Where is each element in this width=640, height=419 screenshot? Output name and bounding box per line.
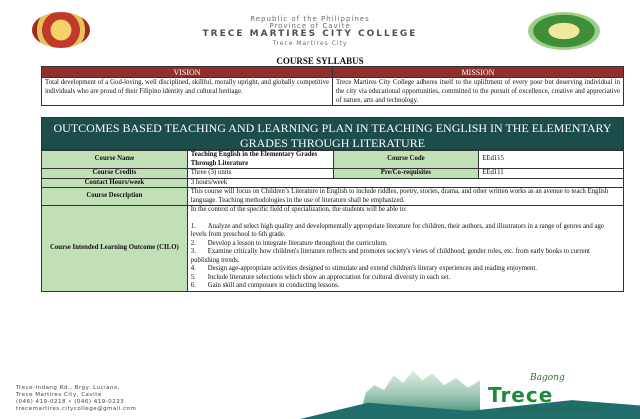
header-province: Province of Cavite: [269, 22, 351, 30]
course-description-value: This course will focus on Children’s Literature in English to include riddles, poetry, stories, drama, and other written works as an avenue to teach English language. Teaching methodologies in the use of literature shall be emphasized.: [187, 188, 623, 206]
course-description-label: Course Description: [42, 188, 188, 206]
cilo-item: 4. Design age-appropriate activities designed to stimulate and extend children's literary experiences and reading enjoyment.: [190, 265, 537, 272]
course-details-table: [41, 150, 624, 292]
contact-hours-label: Contact Hours/week: [42, 178, 188, 188]
course-credits-label: Course Credits: [42, 169, 188, 179]
cilo-content: [187, 206, 623, 292]
page-title: COURSE SYLLABUS: [276, 56, 364, 66]
vision-mission-table: [41, 66, 624, 106]
prereq-label: Pre/Co-requisites: [333, 169, 479, 179]
vision-text: Total development of a God-loving, well disciplined, skillful, morally upright, and globally competitive individuals who are proud of their Filipino identity and cultural heritage.: [42, 78, 333, 106]
city-seal-logo: [32, 12, 90, 48]
vision-heading: VISION: [42, 67, 333, 78]
footer-email: trecemartires.citycollege@gmail.com: [16, 406, 137, 412]
course-credits-value: Three (3) units: [187, 169, 333, 179]
cilo-item: 5. Include literature selections which show an appreciation for cultural diversity in each set.: [190, 273, 451, 281]
cilo-intro: In the context of the specific field of specialization, the students will be able to:: [190, 206, 407, 213]
cilo-spacer: [191, 215, 620, 223]
course-name-label: Course Name: [42, 151, 188, 169]
course-code-value: EEd115: [479, 151, 624, 169]
footer-address-line1: Trece-Indang Rd., Brgy. Luciano,: [16, 385, 121, 391]
contact-hours-value: 3 hours/week: [187, 178, 623, 188]
course-name-value: Teaching English in the Elementary Grades Through Literature: [187, 151, 333, 169]
cilo-item: 6. Gain skill and composure in conducting lessons.: [190, 282, 340, 289]
footer-address-line2: Trece Martires City, Cavite: [16, 392, 102, 398]
bagong-trece-tagline: PUSO NG CAVITE, LUNDUYAN NG PAG-ASA: [500, 407, 602, 412]
cilo-item: 3. Examine critically how children's literature reflects and promotes society's views of childhood, gender roles, etc. from early books to current publishing trends.: [190, 248, 590, 264]
course-code-label: Course Code: [333, 151, 479, 169]
mission-text: Trece Martires City College adheres itself to the upliftment of every poor but deserving individual in the city via educational opportunities, committed to the pursuit of excellence, creative and appreciative of nature, arts and technology.: [333, 78, 624, 106]
prereq-value: EEd111: [479, 169, 624, 179]
bagong-trece-script: Bagong: [530, 373, 565, 383]
obe-plan-title: OUTCOMES BASED TEACHING AND LEARNING PLAN IN TEACHING ENGLISH IN THE ELEMENTARY GRADES THROUGH LITERATURE: [41, 117, 624, 150]
header-college-name: TRECE MARTIRES CITY COLLEGE: [202, 29, 418, 39]
footer-phone: (046) 419-0218 • (046) 419-0223: [16, 399, 125, 405]
header-republic: Republic of the Philippines: [250, 15, 370, 23]
bagong-trece-logo: Trece: [488, 383, 554, 407]
cilo-label: Course Intended Learning Outcome (CILO): [42, 206, 188, 292]
college-seal-logo: [528, 12, 600, 50]
mission-heading: MISSION: [333, 67, 624, 78]
cilo-item: 2. Develop a lesson to integrate literature throughout the curriculum.: [190, 239, 388, 247]
header-city: Trece Martires City: [272, 40, 348, 47]
cilo-item: 1. Analyze and select high quality and developmentally appropriate literature for children, their authors, and illustrators in a range of genres and age levels from preschool to 6th grade.: [190, 222, 604, 238]
